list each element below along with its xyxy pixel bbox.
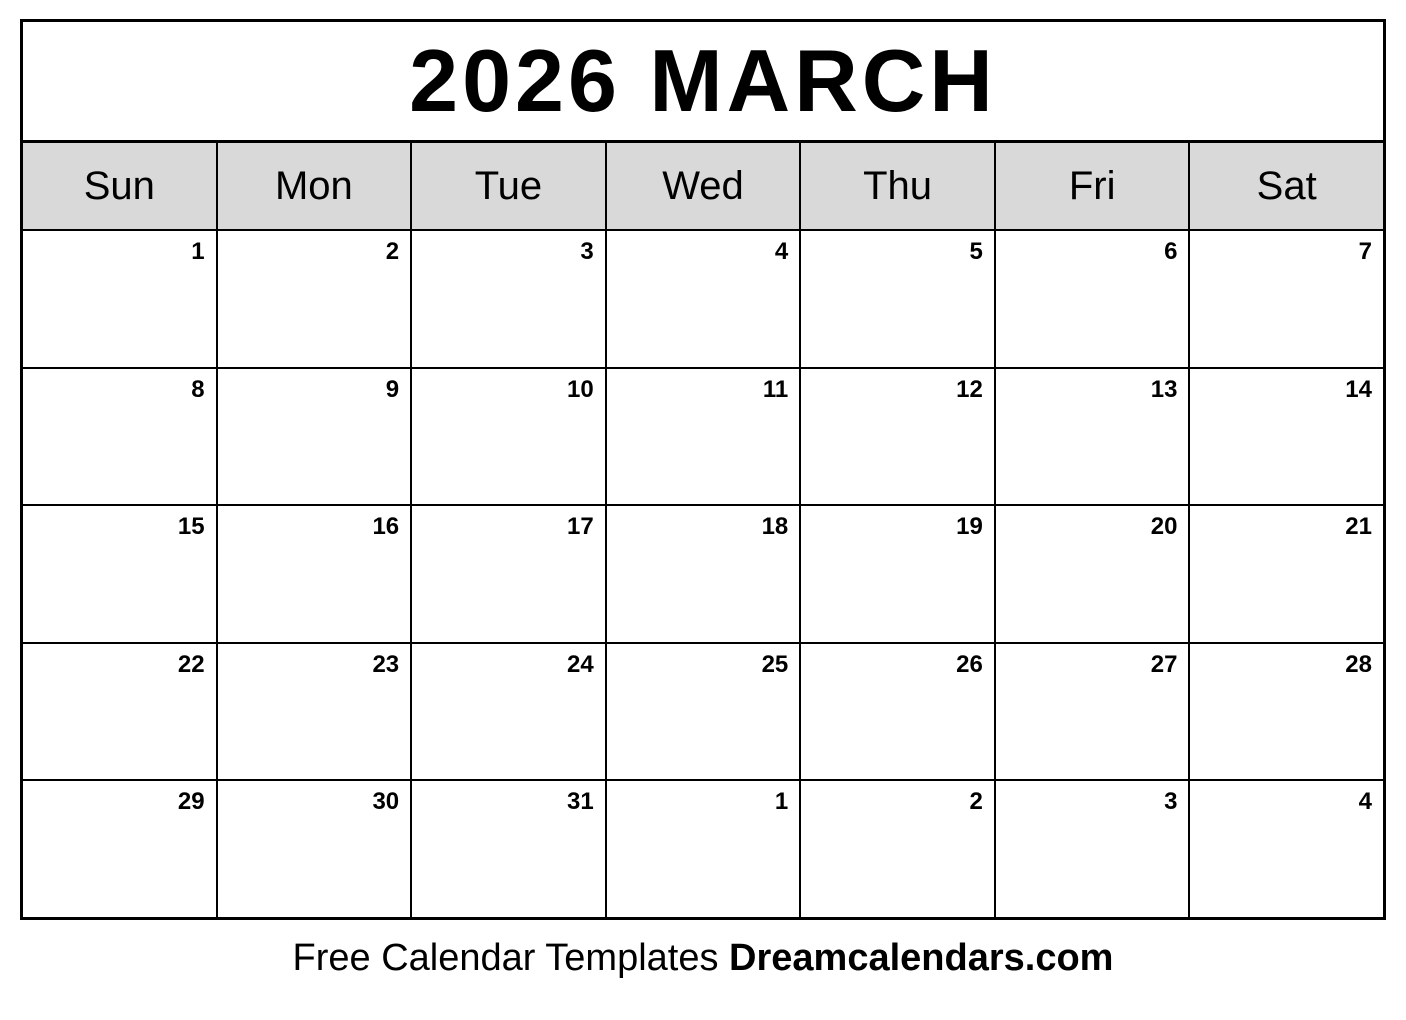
date-number: 13 [1150, 375, 1178, 403]
date-number: 31 [567, 788, 594, 816]
day-cell [218, 369, 411, 505]
date-number: 21 [1345, 513, 1372, 541]
day-cell [218, 231, 411, 367]
day-cell [996, 231, 1189, 367]
date-number: 4 [774, 238, 789, 265]
day-cell [1190, 781, 1383, 917]
date-number: 1 [774, 788, 789, 816]
date-number: 27 [1150, 650, 1178, 678]
day-cell [23, 369, 216, 505]
date-number: 11 [762, 375, 789, 403]
date-number: 28 [1345, 650, 1372, 678]
date-number: 29 [177, 788, 205, 816]
day-cell [801, 506, 994, 642]
footer-brand: Dreamcalendars.com [729, 937, 1114, 979]
day-cell [23, 781, 216, 917]
day-cell [607, 781, 800, 917]
weekday-header-thu: Thu [801, 143, 994, 229]
day-cell [218, 506, 411, 642]
date-number: 1 [191, 238, 205, 265]
day-cell [218, 644, 411, 780]
date-number: 14 [1345, 375, 1372, 403]
day-cell [218, 781, 411, 917]
day-cell [801, 369, 994, 505]
date-number: 23 [372, 650, 400, 678]
calendar-grid [23, 143, 1383, 917]
title-area [23, 22, 1383, 143]
weekday-header-wed: Wed [607, 143, 800, 229]
day-cell [996, 506, 1189, 642]
day-cell [607, 231, 800, 367]
footer-label: Free Calendar Templates [292, 937, 719, 979]
day-cell [1190, 369, 1383, 505]
day-cell [1190, 506, 1383, 642]
weekday-header-sat: Sat [1190, 143, 1383, 229]
date-number: 26 [956, 650, 983, 678]
day-cell [412, 644, 605, 780]
day-cell [1190, 231, 1383, 367]
date-number: 9 [385, 375, 400, 403]
date-number: 30 [372, 788, 400, 816]
day-cell [23, 644, 216, 780]
date-number: 19 [956, 513, 983, 541]
day-cell [23, 231, 216, 367]
date-number: 20 [1150, 513, 1178, 541]
day-cell [1190, 644, 1383, 780]
date-number: 12 [956, 375, 983, 403]
date-number: 10 [567, 375, 594, 403]
date-number: 22 [177, 650, 205, 678]
date-number: 3 [580, 238, 594, 265]
date-number: 8 [191, 375, 205, 403]
day-cell [607, 506, 800, 642]
day-cell [412, 369, 605, 505]
day-cell [607, 644, 800, 780]
day-cell [607, 369, 800, 505]
day-cell [801, 231, 994, 367]
calendar-frame [20, 19, 1386, 920]
day-cell [801, 781, 994, 917]
date-number: 15 [177, 513, 205, 541]
day-cell [996, 781, 1189, 917]
date-number: 16 [372, 513, 400, 541]
day-cell [801, 644, 994, 780]
date-number: 7 [1358, 238, 1372, 265]
date-number: 2 [385, 238, 400, 265]
footer [0, 936, 1406, 982]
day-cell [412, 231, 605, 367]
date-number: 2 [969, 788, 983, 816]
day-cell [23, 506, 216, 642]
weekday-header-fri: Fri [996, 143, 1189, 229]
date-number: 6 [1164, 238, 1178, 265]
weekday-header-tue: Tue [412, 143, 605, 229]
date-number: 25 [761, 650, 789, 678]
day-cell [996, 644, 1189, 780]
date-number: 18 [761, 513, 789, 541]
day-cell [996, 369, 1189, 505]
calendar-title: 2026 MARCH [409, 31, 997, 130]
date-number: 17 [567, 513, 594, 541]
day-cell [412, 506, 605, 642]
weekday-header-mon: Mon [218, 143, 411, 229]
date-number: 3 [1164, 788, 1178, 816]
date-number: 24 [567, 650, 594, 678]
day-cell [412, 781, 605, 917]
date-number: 5 [969, 238, 983, 265]
weekday-header-sun: Sun [23, 143, 216, 229]
date-number: 4 [1358, 788, 1372, 816]
